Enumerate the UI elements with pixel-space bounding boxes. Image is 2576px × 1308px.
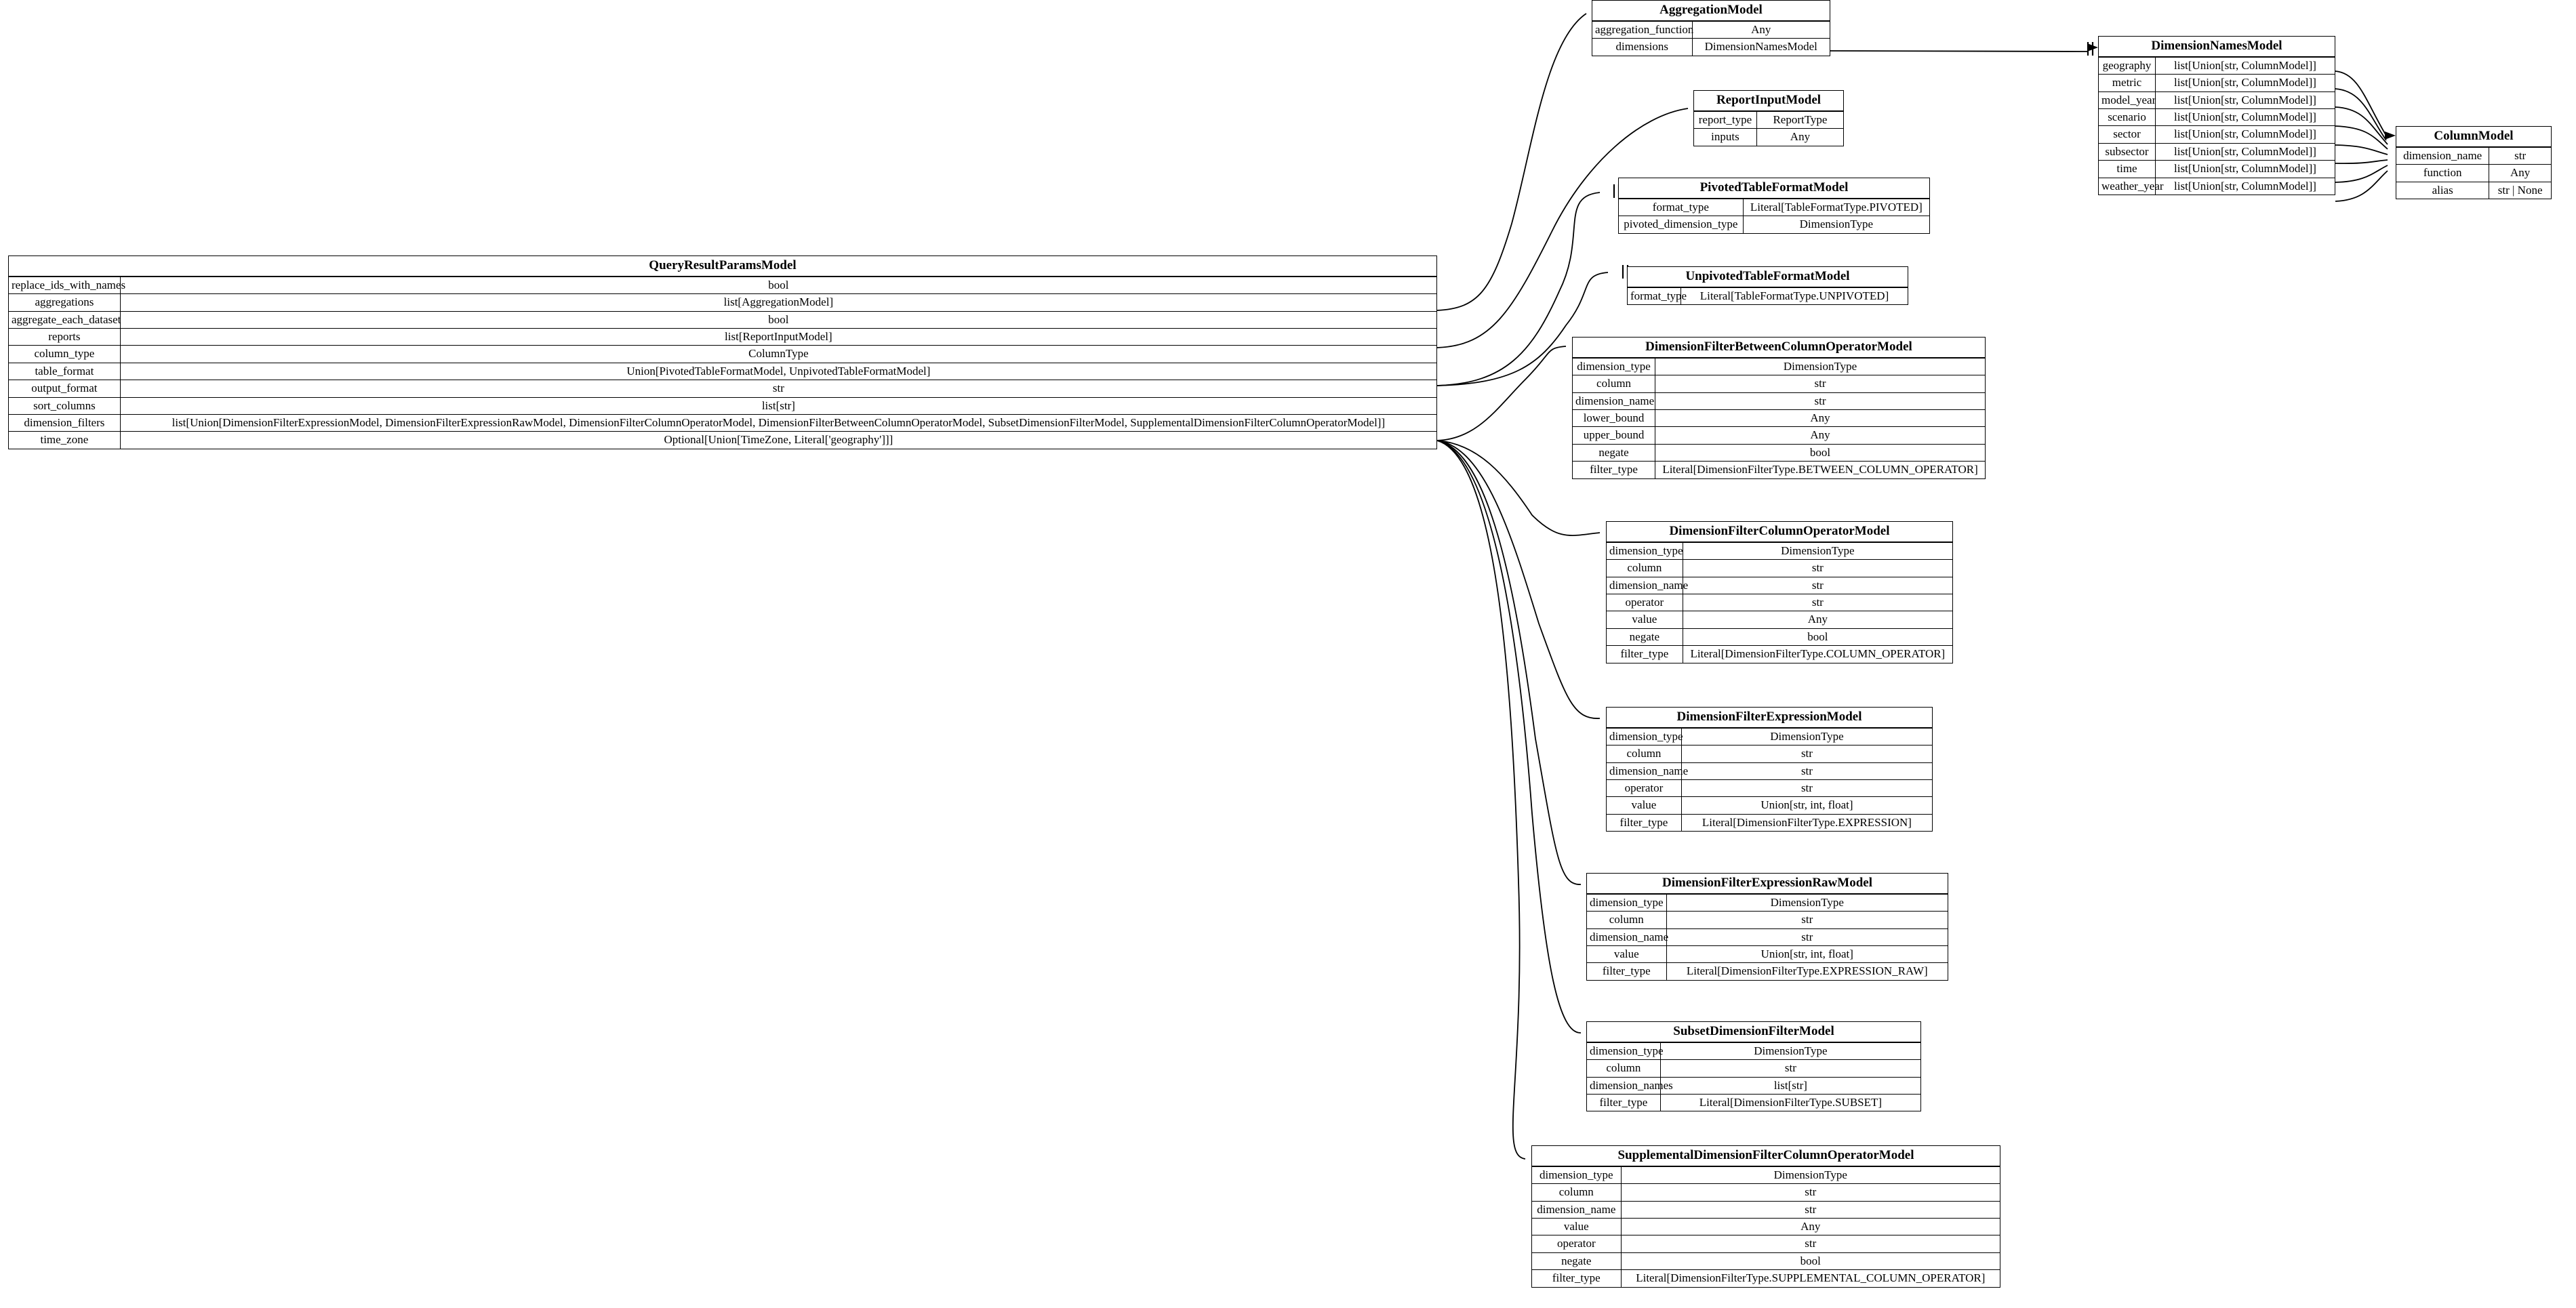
field-row-dimension-type bbox=[1573, 358, 1985, 375]
field-type: ColumnType bbox=[120, 346, 1436, 363]
field-row-value bbox=[1607, 797, 1932, 814]
field-row-negate bbox=[1607, 628, 1952, 645]
node-title: ColumnModel bbox=[2396, 127, 2551, 147]
field-row-time-zone bbox=[9, 432, 1436, 449]
node-pivoted-table-format-model bbox=[1618, 178, 1930, 234]
node-fields bbox=[1532, 1166, 2000, 1287]
field-type: str bbox=[1666, 912, 1948, 928]
field-name: dimension_name bbox=[1607, 577, 1683, 594]
field-row-dimension-name bbox=[1587, 928, 1948, 945]
node-fields bbox=[1587, 1042, 1920, 1111]
field-type: DimensionType bbox=[1660, 1042, 1920, 1059]
node-unpivoted-table-format-model bbox=[1627, 266, 1908, 305]
field-name: subsector bbox=[2099, 143, 2156, 160]
field-row-column bbox=[1587, 1060, 1920, 1077]
field-type: str bbox=[1621, 1184, 2000, 1201]
field-name: value bbox=[1532, 1219, 1621, 1235]
field-type: Literal[DimensionFilterType.COLUMN_OPERATOR] bbox=[1683, 646, 1952, 663]
field-name: dimension_filters bbox=[9, 414, 120, 431]
field-row-column bbox=[1607, 560, 1952, 577]
field-name: dimension_name bbox=[1587, 928, 1666, 945]
field-name: value bbox=[1607, 797, 1681, 814]
field-row-table-format bbox=[9, 363, 1436, 380]
field-name: replace_ids_with_names bbox=[9, 277, 120, 293]
field-type: Any bbox=[1621, 1219, 2000, 1235]
field-row-sort-columns bbox=[9, 397, 1436, 414]
field-name: operator bbox=[1607, 780, 1681, 797]
node-fields bbox=[9, 277, 1436, 449]
field-type: bool bbox=[1621, 1252, 2000, 1269]
field-type: Union[str, int, float] bbox=[1666, 946, 1948, 963]
field-row-dimension-type bbox=[1532, 1166, 2000, 1183]
node-aggregation-model bbox=[1592, 0, 1830, 56]
field-name: dimension_type bbox=[1607, 728, 1681, 745]
node-report-input-model bbox=[1693, 90, 1844, 146]
field-row-operator bbox=[1607, 780, 1932, 797]
field-row-upper-bound bbox=[1573, 427, 1985, 444]
field-row-aggregation-function bbox=[1592, 21, 1830, 38]
node-title: DimensionFilterExpressionRawModel bbox=[1587, 874, 1948, 894]
field-name: dimension_names bbox=[1587, 1077, 1660, 1094]
field-type: bool bbox=[120, 311, 1436, 328]
node-supplemental-dimension-filter-column-operator-model bbox=[1531, 1145, 2000, 1288]
field-row-filter-type bbox=[1607, 814, 1932, 831]
field-name: aggregations bbox=[9, 294, 120, 311]
field-type: str bbox=[120, 380, 1436, 397]
field-type: list[Union[str, ColumnModel]] bbox=[2156, 161, 2335, 178]
field-row-dimension-type bbox=[1587, 1042, 1920, 1059]
field-row-operator bbox=[1607, 594, 1952, 611]
node-column-model bbox=[2396, 126, 2552, 199]
field-name: column bbox=[1532, 1184, 1621, 1201]
field-type: str bbox=[1681, 745, 1932, 762]
field-row-function bbox=[2396, 165, 2551, 182]
node-subset-dimension-filter-model bbox=[1586, 1021, 1921, 1111]
field-type: ReportType bbox=[1756, 111, 1843, 128]
field-type: Union[str, int, float] bbox=[1681, 797, 1932, 814]
field-type: DimensionType bbox=[1683, 542, 1952, 559]
node-fields bbox=[1619, 199, 1929, 233]
field-row-time bbox=[2099, 161, 2335, 178]
node-title: SubsetDimensionFilterModel bbox=[1587, 1022, 1920, 1042]
field-row-dimension-names bbox=[1587, 1077, 1920, 1094]
field-name: reports bbox=[9, 329, 120, 346]
field-name: lower_bound bbox=[1573, 410, 1655, 427]
field-type: DimensionNamesModel bbox=[1692, 39, 1830, 56]
field-row-filter-type bbox=[1607, 646, 1952, 663]
field-name: alias bbox=[2396, 182, 2489, 199]
field-type: str bbox=[1655, 375, 1985, 392]
node-fields bbox=[2099, 57, 2335, 195]
field-row-dimension-type bbox=[1587, 894, 1948, 911]
field-type: list[str] bbox=[1660, 1077, 1920, 1094]
field-type: Any bbox=[1756, 129, 1843, 146]
field-type: DimensionType bbox=[1681, 728, 1932, 745]
field-name: column bbox=[1607, 560, 1683, 577]
field-name: operator bbox=[1532, 1235, 1621, 1252]
field-row-format-type bbox=[1628, 287, 1908, 304]
field-name: filter_type bbox=[1607, 814, 1681, 831]
field-row-column bbox=[1573, 375, 1985, 392]
field-row-dimension-type bbox=[1607, 728, 1932, 745]
field-name: dimension_name bbox=[1573, 392, 1655, 409]
field-type: Literal[DimensionFilterType.EXPRESSION_RAW] bbox=[1666, 963, 1948, 980]
field-name: dimensions bbox=[1592, 39, 1692, 56]
field-type: list[Union[DimensionFilterExpressionModel, DimensionFilterExpressionRawModel, DimensionFilterColumnOperatorModel, DimensionFilterBetweenColumnOperatorModel, SubsetDimensionFilterModel, SupplementalDimensionFilterColumnOperatorModel]] bbox=[120, 414, 1436, 431]
field-type: Any bbox=[1655, 410, 1985, 427]
field-name: value bbox=[1607, 611, 1683, 628]
field-name: geography bbox=[2099, 57, 2156, 74]
node-fields bbox=[1592, 21, 1830, 56]
field-name: negate bbox=[1573, 444, 1655, 461]
field-name: column bbox=[1587, 912, 1666, 928]
field-type: Literal[DimensionFilterType.EXPRESSION] bbox=[1681, 814, 1932, 831]
node-dimension-filter-expression-model bbox=[1606, 707, 1933, 832]
field-row-column bbox=[1587, 912, 1948, 928]
field-row-model-year bbox=[2099, 91, 2335, 108]
field-row-value bbox=[1532, 1219, 2000, 1235]
node-dimension-filter-expression-raw-model bbox=[1586, 873, 1948, 981]
field-type: str bbox=[2489, 147, 2551, 164]
node-title: DimensionFilterColumnOperatorModel bbox=[1607, 522, 1952, 542]
field-type: str bbox=[1683, 594, 1952, 611]
field-type: bool bbox=[1655, 444, 1985, 461]
field-type: str bbox=[1681, 780, 1932, 797]
field-row-reports bbox=[9, 329, 1436, 346]
field-type: str bbox=[1683, 560, 1952, 577]
node-title: ReportInputModel bbox=[1694, 91, 1843, 111]
field-name: dimension_type bbox=[1532, 1166, 1621, 1183]
field-name: negate bbox=[1607, 628, 1683, 645]
field-name: function bbox=[2396, 165, 2489, 182]
field-type: Any bbox=[1692, 21, 1830, 38]
field-name: dimension_name bbox=[1532, 1201, 1621, 1218]
field-name: filter_type bbox=[1573, 462, 1655, 478]
field-row-scenario bbox=[2099, 109, 2335, 126]
field-type: list[Union[str, ColumnModel]] bbox=[2156, 143, 2335, 160]
field-name: column bbox=[1607, 745, 1681, 762]
field-row-filter-type bbox=[1573, 462, 1985, 478]
field-row-dimensions bbox=[1592, 39, 1830, 56]
field-type: str bbox=[1621, 1201, 2000, 1218]
node-title: DimensionFilterExpressionModel bbox=[1607, 708, 1932, 728]
field-row-filter-type bbox=[1587, 1095, 1920, 1111]
field-type: list[Union[str, ColumnModel]] bbox=[2156, 75, 2335, 91]
node-fields bbox=[1607, 542, 1952, 663]
node-fields bbox=[1573, 358, 1985, 478]
field-type: Literal[DimensionFilterType.BETWEEN_COLUMN_OPERATOR] bbox=[1655, 462, 1985, 478]
field-row-dimension-filters bbox=[9, 414, 1436, 431]
field-name: column bbox=[1573, 375, 1655, 392]
field-name: upper_bound bbox=[1573, 427, 1655, 444]
node-title: QueryResultParamsModel bbox=[9, 256, 1436, 277]
field-type: list[Union[str, ColumnModel]] bbox=[2156, 178, 2335, 195]
field-type: list[AggregationModel] bbox=[120, 294, 1436, 311]
field-type: Optional[Union[TimeZone, Literal['geography']]] bbox=[120, 432, 1436, 449]
field-name: column_type bbox=[9, 346, 120, 363]
field-type: Literal[DimensionFilterType.SUPPLEMENTAL_COLUMN_OPERATOR] bbox=[1621, 1270, 2000, 1287]
field-row-value bbox=[1607, 611, 1952, 628]
field-name: dimension_type bbox=[1573, 358, 1655, 375]
node-fields bbox=[1587, 894, 1948, 980]
field-type: Union[PivotedTableFormatModel, UnpivotedTableFormatModel] bbox=[120, 363, 1436, 380]
node-title: AggregationModel bbox=[1592, 1, 1830, 21]
field-type: str bbox=[1655, 392, 1985, 409]
field-row-format-type bbox=[1619, 199, 1929, 216]
field-name: inputs bbox=[1694, 129, 1756, 146]
field-row-column-type bbox=[9, 346, 1436, 363]
field-name: aggregate_each_dataset bbox=[9, 311, 120, 328]
field-type: bool bbox=[1683, 628, 1952, 645]
field-type: DimensionType bbox=[1666, 894, 1948, 911]
node-fields bbox=[1694, 111, 1843, 146]
field-name: output_format bbox=[9, 380, 120, 397]
field-type: DimensionType bbox=[1655, 358, 1985, 375]
field-row-dimension-name bbox=[1607, 577, 1952, 594]
field-type: list[ReportInputModel] bbox=[120, 329, 1436, 346]
field-row-inputs bbox=[1694, 129, 1843, 146]
field-name: filter_type bbox=[1587, 963, 1666, 980]
field-name: filter_type bbox=[1532, 1270, 1621, 1287]
field-row-sector bbox=[2099, 126, 2335, 143]
field-row-aggregations bbox=[9, 294, 1436, 311]
field-name: dimension_type bbox=[1607, 542, 1683, 559]
field-row-negate bbox=[1573, 444, 1985, 461]
field-row-negate bbox=[1532, 1252, 2000, 1269]
field-name: value bbox=[1587, 946, 1666, 963]
field-row-metric bbox=[2099, 75, 2335, 91]
field-type: list[Union[str, ColumnModel]] bbox=[2156, 91, 2335, 108]
field-name: sector bbox=[2099, 126, 2156, 143]
field-type: Any bbox=[2489, 165, 2551, 182]
field-row-weather-year bbox=[2099, 178, 2335, 195]
field-type: Literal[DimensionFilterType.SUBSET] bbox=[1660, 1095, 1920, 1111]
field-row-dimension-name bbox=[1607, 762, 1932, 779]
field-row-filter-type bbox=[1587, 963, 1948, 980]
node-dimension-filter-between-column-operator-model bbox=[1572, 337, 1986, 479]
node-title: UnpivotedTableFormatModel bbox=[1628, 267, 1908, 287]
field-name: filter_type bbox=[1587, 1095, 1660, 1111]
field-row-filter-type bbox=[1532, 1270, 2000, 1287]
node-title: DimensionNamesModel bbox=[2099, 37, 2335, 57]
field-type: DimensionType bbox=[1743, 216, 1929, 233]
node-fields bbox=[2396, 147, 2551, 199]
field-type: Any bbox=[1683, 611, 1952, 628]
node-title: DimensionFilterBetweenColumnOperatorModel bbox=[1573, 338, 1985, 358]
field-name: dimension_type bbox=[1587, 894, 1666, 911]
field-name: sort_columns bbox=[9, 397, 120, 414]
node-fields bbox=[1607, 728, 1932, 831]
node-fields bbox=[1628, 287, 1908, 304]
field-row-geography bbox=[2099, 57, 2335, 74]
field-type: list[Union[str, ColumnModel]] bbox=[2156, 109, 2335, 126]
field-name: time bbox=[2099, 161, 2156, 178]
node-title: PivotedTableFormatModel bbox=[1619, 178, 1929, 199]
field-type: str bbox=[1621, 1235, 2000, 1252]
field-name: aggregation_function bbox=[1592, 21, 1692, 38]
field-row-dimension-type bbox=[1607, 542, 1952, 559]
field-name: negate bbox=[1532, 1252, 1621, 1269]
field-name: format_type bbox=[1628, 287, 1681, 304]
field-type: str bbox=[1666, 928, 1948, 945]
field-type: DimensionType bbox=[1621, 1166, 2000, 1183]
field-name: dimension_type bbox=[1587, 1042, 1660, 1059]
field-type: str | None bbox=[2489, 182, 2551, 199]
field-row-alias bbox=[2396, 182, 2551, 199]
node-dimension-names-model bbox=[2098, 36, 2335, 195]
field-name: scenario bbox=[2099, 109, 2156, 126]
field-name: pivoted_dimension_type bbox=[1619, 216, 1743, 233]
field-name: format_type bbox=[1619, 199, 1743, 216]
field-row-report-type bbox=[1694, 111, 1843, 128]
field-row-lower-bound bbox=[1573, 410, 1985, 427]
field-type: str bbox=[1660, 1060, 1920, 1077]
field-type: bool bbox=[120, 277, 1436, 293]
field-type: list[Union[str, ColumnModel]] bbox=[2156, 57, 2335, 74]
field-row-replace-ids-with-names bbox=[9, 277, 1436, 293]
field-row-output-format bbox=[9, 380, 1436, 397]
field-type: Literal[TableFormatType.UNPIVOTED] bbox=[1681, 287, 1908, 304]
node-title: SupplementalDimensionFilterColumnOperatorModel bbox=[1532, 1146, 2000, 1166]
field-type: str bbox=[1681, 762, 1932, 779]
field-row-dimension-name bbox=[2396, 147, 2551, 164]
field-name: time_zone bbox=[9, 432, 120, 449]
field-name: dimension_name bbox=[1607, 762, 1681, 779]
field-type: Any bbox=[1655, 427, 1985, 444]
field-row-operator bbox=[1532, 1235, 2000, 1252]
field-type: Literal[TableFormatType.PIVOTED] bbox=[1743, 199, 1929, 216]
field-name: metric bbox=[2099, 75, 2156, 91]
field-name: dimension_name bbox=[2396, 147, 2489, 164]
node-query-result-params-model bbox=[8, 256, 1437, 449]
field-name: filter_type bbox=[1607, 646, 1683, 663]
field-type: list[Union[str, ColumnModel]] bbox=[2156, 126, 2335, 143]
field-row-column bbox=[1532, 1184, 2000, 1201]
field-row-aggregate-each-dataset bbox=[9, 311, 1436, 328]
field-row-column bbox=[1607, 745, 1932, 762]
field-row-dimension-name bbox=[1573, 392, 1985, 409]
field-name: report_type bbox=[1694, 111, 1756, 128]
field-row-pivoted-dimension-type bbox=[1619, 216, 1929, 233]
field-row-value bbox=[1587, 946, 1948, 963]
node-dimension-filter-column-operator-model bbox=[1606, 521, 1953, 663]
field-name: column bbox=[1587, 1060, 1660, 1077]
field-row-dimension-name bbox=[1532, 1201, 2000, 1218]
field-name: operator bbox=[1607, 594, 1683, 611]
field-name: model_year bbox=[2099, 91, 2156, 108]
field-row-subsector bbox=[2099, 143, 2335, 160]
field-name: weather_year bbox=[2099, 178, 2156, 195]
field-type: list[str] bbox=[120, 397, 1436, 414]
field-type: str bbox=[1683, 577, 1952, 594]
field-name: table_format bbox=[9, 363, 120, 380]
